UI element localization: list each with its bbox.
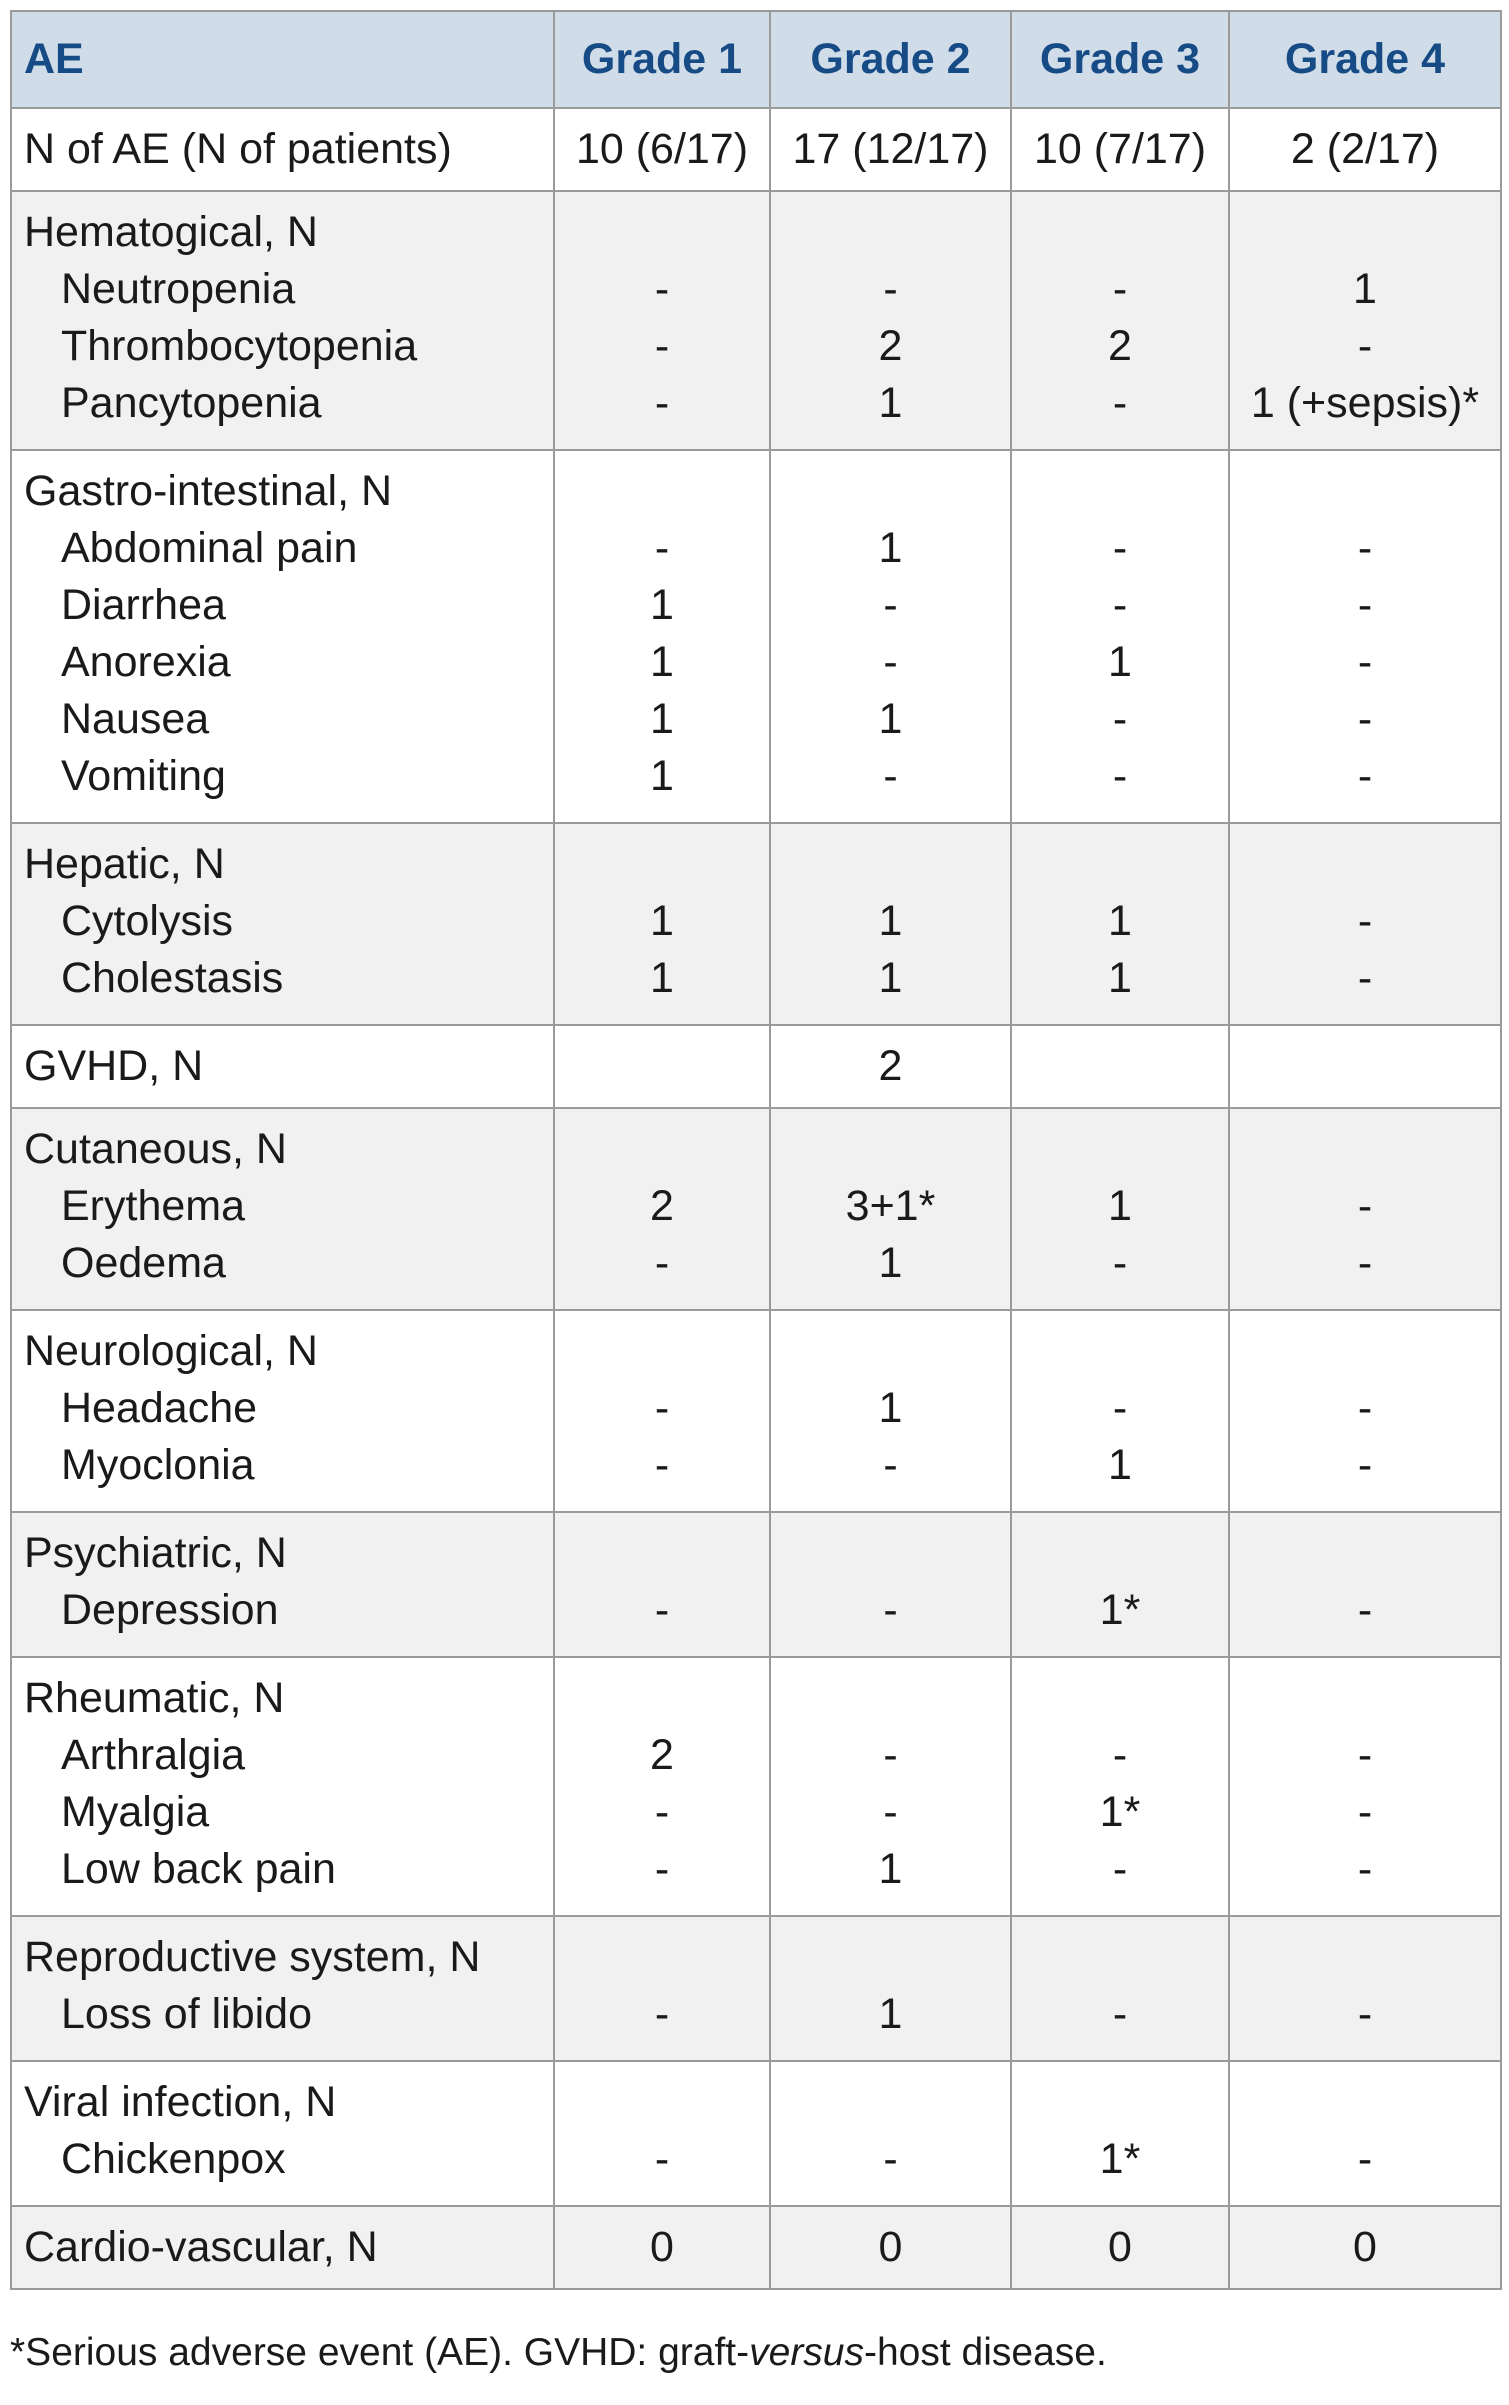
item-label: Depression	[61, 1586, 279, 1634]
item-value: 1 (+sepsis)*	[1250, 379, 1480, 427]
item-label: Nausea	[61, 695, 210, 743]
item-value: 1	[878, 695, 903, 743]
item-value: 1	[650, 897, 674, 945]
category-spacer	[1012, 2074, 1228, 2131]
category-spacer	[1012, 836, 1228, 893]
category-value: 0	[1108, 2223, 1132, 2271]
category-spacer	[555, 463, 769, 520]
item-value: -	[654, 524, 670, 572]
item-value: -	[1357, 524, 1373, 572]
item-label: Cytolysis	[61, 897, 234, 945]
item-value: 1	[650, 954, 674, 1002]
grade-1-cell	[554, 1657, 770, 1916]
grade-2-cell	[770, 1108, 1011, 1310]
item-value: -	[1112, 1731, 1128, 1779]
item-value: 1	[878, 379, 903, 427]
item-value: -	[1357, 1788, 1373, 1836]
grade-4-cell	[1229, 1916, 1501, 2061]
category-value	[555, 1038, 769, 1095]
category-value	[1230, 1038, 1500, 1095]
grade-1-cell	[554, 1108, 770, 1310]
item-value: -	[1357, 1384, 1373, 1432]
grade-3-cell	[1011, 191, 1229, 450]
category-spacer	[1230, 463, 1500, 520]
table-header-row	[11, 11, 1501, 108]
category-spacer	[771, 463, 1010, 520]
category-spacer	[555, 836, 769, 893]
item-value: -	[1357, 1182, 1373, 1230]
grade-2-cell	[770, 1025, 1011, 1108]
grade-2-cell	[770, 1512, 1011, 1657]
grade-3-cell	[1011, 1512, 1229, 1657]
row-label-cell	[11, 108, 554, 191]
item-value: -	[654, 1788, 670, 1836]
item-value: -	[883, 265, 898, 313]
category-spacer	[555, 1929, 769, 1986]
category-value: 0	[878, 2223, 903, 2271]
item-value: -	[883, 1731, 898, 1779]
item-value: -	[654, 265, 670, 313]
item-value: -	[883, 638, 898, 686]
item-value: -	[883, 2135, 898, 2183]
category-label: N of AE (N of patients)	[24, 125, 452, 173]
grade-4-cell	[1229, 1025, 1501, 1108]
category-value: 10 (7/17)	[1033, 125, 1207, 173]
grade-2-cell	[770, 1916, 1011, 2061]
grade-1-cell	[554, 191, 770, 450]
item-label: Abdominal pain	[61, 524, 358, 572]
row-label-cell	[11, 1025, 554, 1108]
item-value: -	[1357, 695, 1373, 743]
table-row	[11, 450, 1501, 823]
grade-3-cell	[1011, 1916, 1229, 2061]
item-value: 1*	[1099, 1788, 1141, 1836]
category-spacer	[771, 1929, 1010, 1986]
grade-4-cell	[1229, 2206, 1501, 2289]
category-label: Hepatic, N	[24, 840, 225, 888]
item-value: -	[654, 1441, 670, 1489]
header-grade-4: Grade 4	[1229, 11, 1501, 108]
item-value: 1	[650, 638, 674, 686]
category-spacer	[1012, 1929, 1228, 1986]
grade-1-cell	[554, 1916, 770, 2061]
item-label: Erythema	[61, 1182, 246, 1230]
table-body	[11, 108, 1501, 2289]
category-label: Neurological, N	[24, 1327, 318, 1375]
table-row	[11, 1512, 1501, 1657]
footnote-italic: versus	[749, 2331, 864, 2374]
grade-1-cell	[554, 2206, 770, 2289]
row-label-cell	[11, 191, 554, 450]
grade-2-cell	[770, 823, 1011, 1025]
category-label: Hematogical, N	[24, 208, 318, 256]
category-spacer	[555, 1525, 769, 1582]
item-label: Myalgia	[61, 1788, 210, 1836]
item-label: Vomiting	[61, 752, 226, 800]
grade-3-cell	[1011, 823, 1229, 1025]
item-value: 2	[650, 1182, 674, 1230]
adverse-events-table	[10, 10, 1502, 2290]
item-value: -	[1112, 379, 1128, 427]
table-row	[11, 1916, 1501, 2061]
table-row	[11, 2206, 1501, 2289]
grade-3-cell	[1011, 1310, 1229, 1512]
item-value: 1	[1108, 897, 1132, 945]
item-value: 1	[878, 1845, 903, 1893]
ae-table-container	[10, 10, 1500, 2290]
category-spacer	[1012, 1525, 1228, 1582]
item-value: -	[883, 1788, 898, 1836]
item-label: Neutropenia	[61, 265, 296, 313]
category-value: 17 (12/17)	[792, 125, 989, 173]
category-label: Viral infection, N	[24, 2078, 337, 2126]
item-value: -	[1112, 1384, 1128, 1432]
category-spacer	[555, 1670, 769, 1727]
item-label: Loss of libido	[61, 1990, 312, 2038]
item-value: 3+1*	[845, 1182, 936, 1230]
item-value: -	[883, 752, 898, 800]
table-row	[11, 823, 1501, 1025]
item-value: 1	[1108, 954, 1132, 1002]
item-value: 1	[878, 524, 903, 572]
item-value: -	[654, 322, 670, 370]
header-grade-1: Grade 1	[554, 11, 770, 108]
row-label-cell	[11, 823, 554, 1025]
grade-1-cell	[554, 1310, 770, 1512]
header-ae: AE	[11, 11, 554, 108]
item-value: 1	[1108, 1182, 1132, 1230]
category-spacer	[771, 2074, 1010, 2131]
grade-4-cell	[1229, 108, 1501, 191]
category-spacer	[1230, 1670, 1500, 1727]
table-row	[11, 191, 1501, 450]
category-label: Rheumatic, N	[24, 1674, 285, 1722]
item-value: -	[1112, 752, 1128, 800]
item-value: -	[654, 1384, 670, 1432]
category-value: 10 (6/17)	[575, 125, 749, 173]
table-row	[11, 1657, 1501, 1916]
grade-4-cell	[1229, 450, 1501, 823]
category-spacer	[771, 1323, 1010, 1380]
grade-1-cell	[554, 2061, 770, 2206]
item-value: 1	[878, 897, 903, 945]
grade-1-cell	[554, 1512, 770, 1657]
grade-4-cell	[1229, 2061, 1501, 2206]
item-label: Diarrhea	[61, 581, 226, 629]
item-value: 1	[650, 695, 674, 743]
item-label: Anorexia	[61, 638, 231, 686]
item-value: 1	[878, 1990, 903, 2038]
grade-3-cell	[1011, 450, 1229, 823]
item-value: -	[1112, 524, 1128, 572]
item-value: -	[883, 1441, 898, 1489]
grade-3-cell	[1011, 108, 1229, 191]
item-value: -	[654, 1990, 670, 2038]
item-value: 1	[650, 752, 674, 800]
item-value: -	[1357, 2135, 1373, 2183]
row-label-cell	[11, 1657, 554, 1916]
row-label-cell	[11, 450, 554, 823]
grade-4-cell	[1229, 191, 1501, 450]
table-row	[11, 1025, 1501, 1108]
grade-1-cell	[554, 108, 770, 191]
item-value: -	[1112, 1239, 1128, 1287]
item-value: 2	[878, 322, 903, 370]
item-label: Thrombocytopenia	[61, 322, 418, 370]
grade-2-cell	[770, 191, 1011, 450]
row-label-cell	[11, 2061, 554, 2206]
footnote-text-1: *Serious adverse event (AE). GVHD: graft-	[10, 2331, 750, 2374]
item-value: -	[1357, 1441, 1373, 1489]
grade-4-cell	[1229, 1310, 1501, 1512]
item-value: -	[1357, 1731, 1373, 1779]
category-label: Psychiatric, N	[24, 1529, 287, 1577]
item-value: -	[1112, 1845, 1128, 1893]
grade-4-cell	[1229, 1108, 1501, 1310]
table-row	[11, 1310, 1501, 1512]
item-value: -	[883, 581, 898, 629]
item-value: -	[1357, 1586, 1373, 1634]
category-spacer	[1012, 1323, 1228, 1380]
category-value: 0	[650, 2223, 674, 2271]
grade-2-cell	[770, 1657, 1011, 1916]
category-spacer	[555, 1323, 769, 1380]
grade-4-cell	[1229, 1512, 1501, 1657]
category-value: 0	[1353, 2223, 1377, 2271]
grade-3-cell	[1011, 1108, 1229, 1310]
header-grade-2: Grade 2	[770, 11, 1011, 108]
item-value: 2	[1108, 322, 1132, 370]
item-value: -	[1357, 638, 1373, 686]
footnote-text-2: -host disease.	[864, 2331, 1107, 2374]
header-grade-3: Grade 3	[1011, 11, 1229, 108]
category-spacer	[771, 836, 1010, 893]
item-value: 1	[878, 1384, 903, 1432]
item-value: 1	[1108, 638, 1132, 686]
category-label: GVHD, N	[24, 1042, 204, 1090]
item-label: Low back pain	[61, 1845, 336, 1893]
item-value: 1	[878, 954, 903, 1002]
item-label: Headache	[61, 1384, 258, 1432]
item-label: Cholestasis	[61, 954, 284, 1002]
grade-3-cell	[1011, 2061, 1229, 2206]
category-label: Cardio-vascular, N	[24, 2223, 378, 2271]
item-value: -	[1112, 695, 1128, 743]
grade-3-cell	[1011, 1657, 1229, 1916]
item-value: -	[1357, 752, 1373, 800]
category-spacer	[1230, 204, 1500, 261]
category-label: Reproductive system, N	[24, 1933, 481, 1981]
category-spacer	[1012, 1121, 1228, 1178]
row-label-cell	[11, 1916, 554, 2061]
item-value: -	[1112, 581, 1128, 629]
category-spacer	[1230, 836, 1500, 893]
category-spacer	[1230, 1929, 1500, 1986]
item-value: -	[654, 379, 670, 427]
category-spacer	[771, 1121, 1010, 1178]
item-value: 1*	[1099, 1586, 1141, 1634]
grade-3-cell	[1011, 2206, 1229, 2289]
category-spacer	[1012, 463, 1228, 520]
row-label-cell	[11, 1108, 554, 1310]
item-value: -	[1357, 322, 1373, 370]
item-value: -	[1112, 1990, 1128, 2038]
item-value: 2	[650, 1731, 674, 1779]
table-row	[11, 2061, 1501, 2206]
grade-4-cell	[1229, 1657, 1501, 1916]
row-label-cell	[11, 1512, 554, 1657]
category-spacer	[1230, 1323, 1500, 1380]
grade-2-cell	[770, 2206, 1011, 2289]
category-spacer	[771, 204, 1010, 261]
item-value: -	[1357, 954, 1373, 1002]
category-spacer	[555, 1121, 769, 1178]
category-spacer	[1230, 1121, 1500, 1178]
item-label: Pancytopenia	[61, 379, 322, 427]
grade-2-cell	[770, 2061, 1011, 2206]
item-value: -	[1357, 1845, 1373, 1893]
table-row	[11, 1108, 1501, 1310]
item-value: -	[1112, 265, 1128, 313]
item-value: -	[1357, 1239, 1373, 1287]
grade-2-cell	[770, 108, 1011, 191]
category-spacer	[555, 2074, 769, 2131]
grade-1-cell	[554, 450, 770, 823]
item-value: 1	[650, 581, 674, 629]
category-spacer	[1230, 2074, 1500, 2131]
category-value	[1012, 1038, 1228, 1095]
item-value: -	[1357, 897, 1373, 945]
item-label: Myoclonia	[61, 1441, 255, 1489]
category-value: 2 (2/17)	[1290, 125, 1440, 173]
item-label: Oedema	[61, 1239, 226, 1287]
item-value: -	[1357, 581, 1373, 629]
item-value: -	[883, 1586, 898, 1634]
grade-2-cell	[770, 1310, 1011, 1512]
category-spacer	[771, 1525, 1010, 1582]
category-spacer	[555, 204, 769, 261]
item-value: 1	[1353, 265, 1377, 313]
item-value: -	[1357, 1990, 1373, 2038]
item-label: Arthralgia	[61, 1731, 246, 1779]
category-value: 2	[878, 1042, 903, 1090]
category-spacer	[1012, 204, 1228, 261]
item-label: Chickenpox	[61, 2135, 286, 2183]
grade-1-cell	[554, 1025, 770, 1108]
row-label-cell	[11, 1310, 554, 1512]
item-value: -	[654, 1586, 670, 1634]
item-value: 1	[1108, 1441, 1132, 1489]
row-label-cell	[11, 2206, 554, 2289]
grade-3-cell	[1011, 1025, 1229, 1108]
category-spacer	[1230, 1525, 1500, 1582]
category-label: Cutaneous, N	[24, 1125, 287, 1173]
grade-2-cell	[770, 450, 1011, 823]
category-spacer	[1012, 1670, 1228, 1727]
grade-1-cell	[554, 823, 770, 1025]
item-value: 1	[878, 1239, 903, 1287]
item-value: -	[654, 1845, 670, 1893]
item-value: -	[654, 2135, 670, 2183]
grade-4-cell	[1229, 823, 1501, 1025]
table-footnote	[10, 2330, 1500, 2376]
category-label: Gastro-intestinal, N	[24, 467, 393, 515]
category-spacer	[771, 1670, 1010, 1727]
item-value: -	[654, 1239, 670, 1287]
table-row	[11, 108, 1501, 191]
item-value: 1*	[1099, 2135, 1141, 2183]
